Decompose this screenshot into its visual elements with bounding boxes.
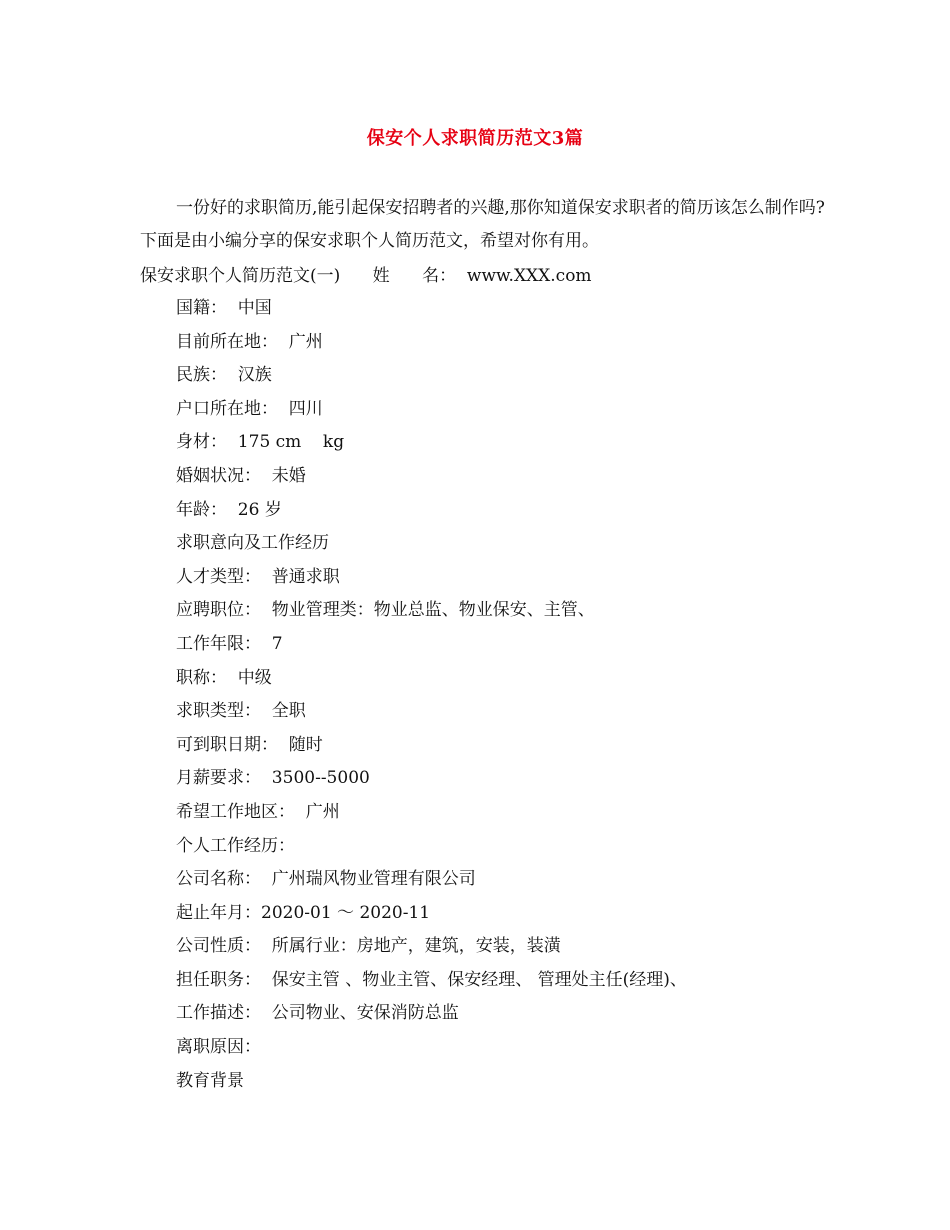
field-age: 年龄： 26 岁 <box>176 499 282 520</box>
field-employment-period: 起止年月：2020-01 ～ 2020-11 <box>176 902 431 923</box>
field-reason-for-leaving: 离职原因： <box>176 1037 261 1058</box>
field-job-description: 工作描述： 公司物业、安保消防总监 <box>176 1003 459 1024</box>
section-education-background: 教育背景 <box>176 1070 244 1091</box>
field-marital-status: 婚姻状况： 未婚 <box>176 465 306 486</box>
field-household-registration: 户口所在地： 四川 <box>176 398 323 419</box>
field-talent-type: 人才类型： 普通求职 <box>176 566 340 587</box>
field-company-name: 公司名称： 广州瑞风物业管理有限公司 <box>176 869 476 890</box>
field-professional-title: 职称： 中级 <box>176 667 272 688</box>
section-job-intention: 求职意向及工作经历 <box>176 533 329 554</box>
field-work-years: 工作年限： 7 <box>176 633 283 654</box>
field-job-type: 求职类型： 全职 <box>176 701 306 722</box>
field-current-location: 目前所在地： 广州 <box>176 331 323 352</box>
field-ethnicity: 民族： 汉族 <box>176 365 272 386</box>
field-nationality: 国籍： 中国 <box>176 298 272 318</box>
resume-heading-line: 保安求职个人简历范文(一) 姓 名： www.XXX.com <box>140 266 592 286</box>
field-preferred-location: 希望工作地区： 广州 <box>176 801 340 822</box>
field-company-nature: 公司性质： 所属行业：房地产，建筑，安装，装潢 <box>176 936 561 957</box>
field-position-held: 担任职务： 保安主管 、物业主管、保安经理、 管理处主任(经理)、 <box>176 969 687 990</box>
document-title: 保安个人求职简历范文3篇 <box>366 128 584 149</box>
field-applied-position: 应聘职位： 物业管理类：物业总监、物业保安、主管、 <box>176 600 595 621</box>
field-physique: 身材： 175 cm kg <box>176 432 345 453</box>
section-work-experience: 个人工作经历： <box>176 835 295 856</box>
field-salary-requirement: 月薪要求： 3500--5000 <box>176 768 370 789</box>
field-availability-date: 可到职日期： 随时 <box>176 734 323 755</box>
resume-field-list <box>176 292 836 1098</box>
intro-paragraph: 一份好的求职简历,能引起保安招聘者的兴趣,那你知道保安求职者的简历该怎么制作吗?下面是由小编分享的保安求职个人简历范文，希望对你有用。 <box>140 198 825 251</box>
